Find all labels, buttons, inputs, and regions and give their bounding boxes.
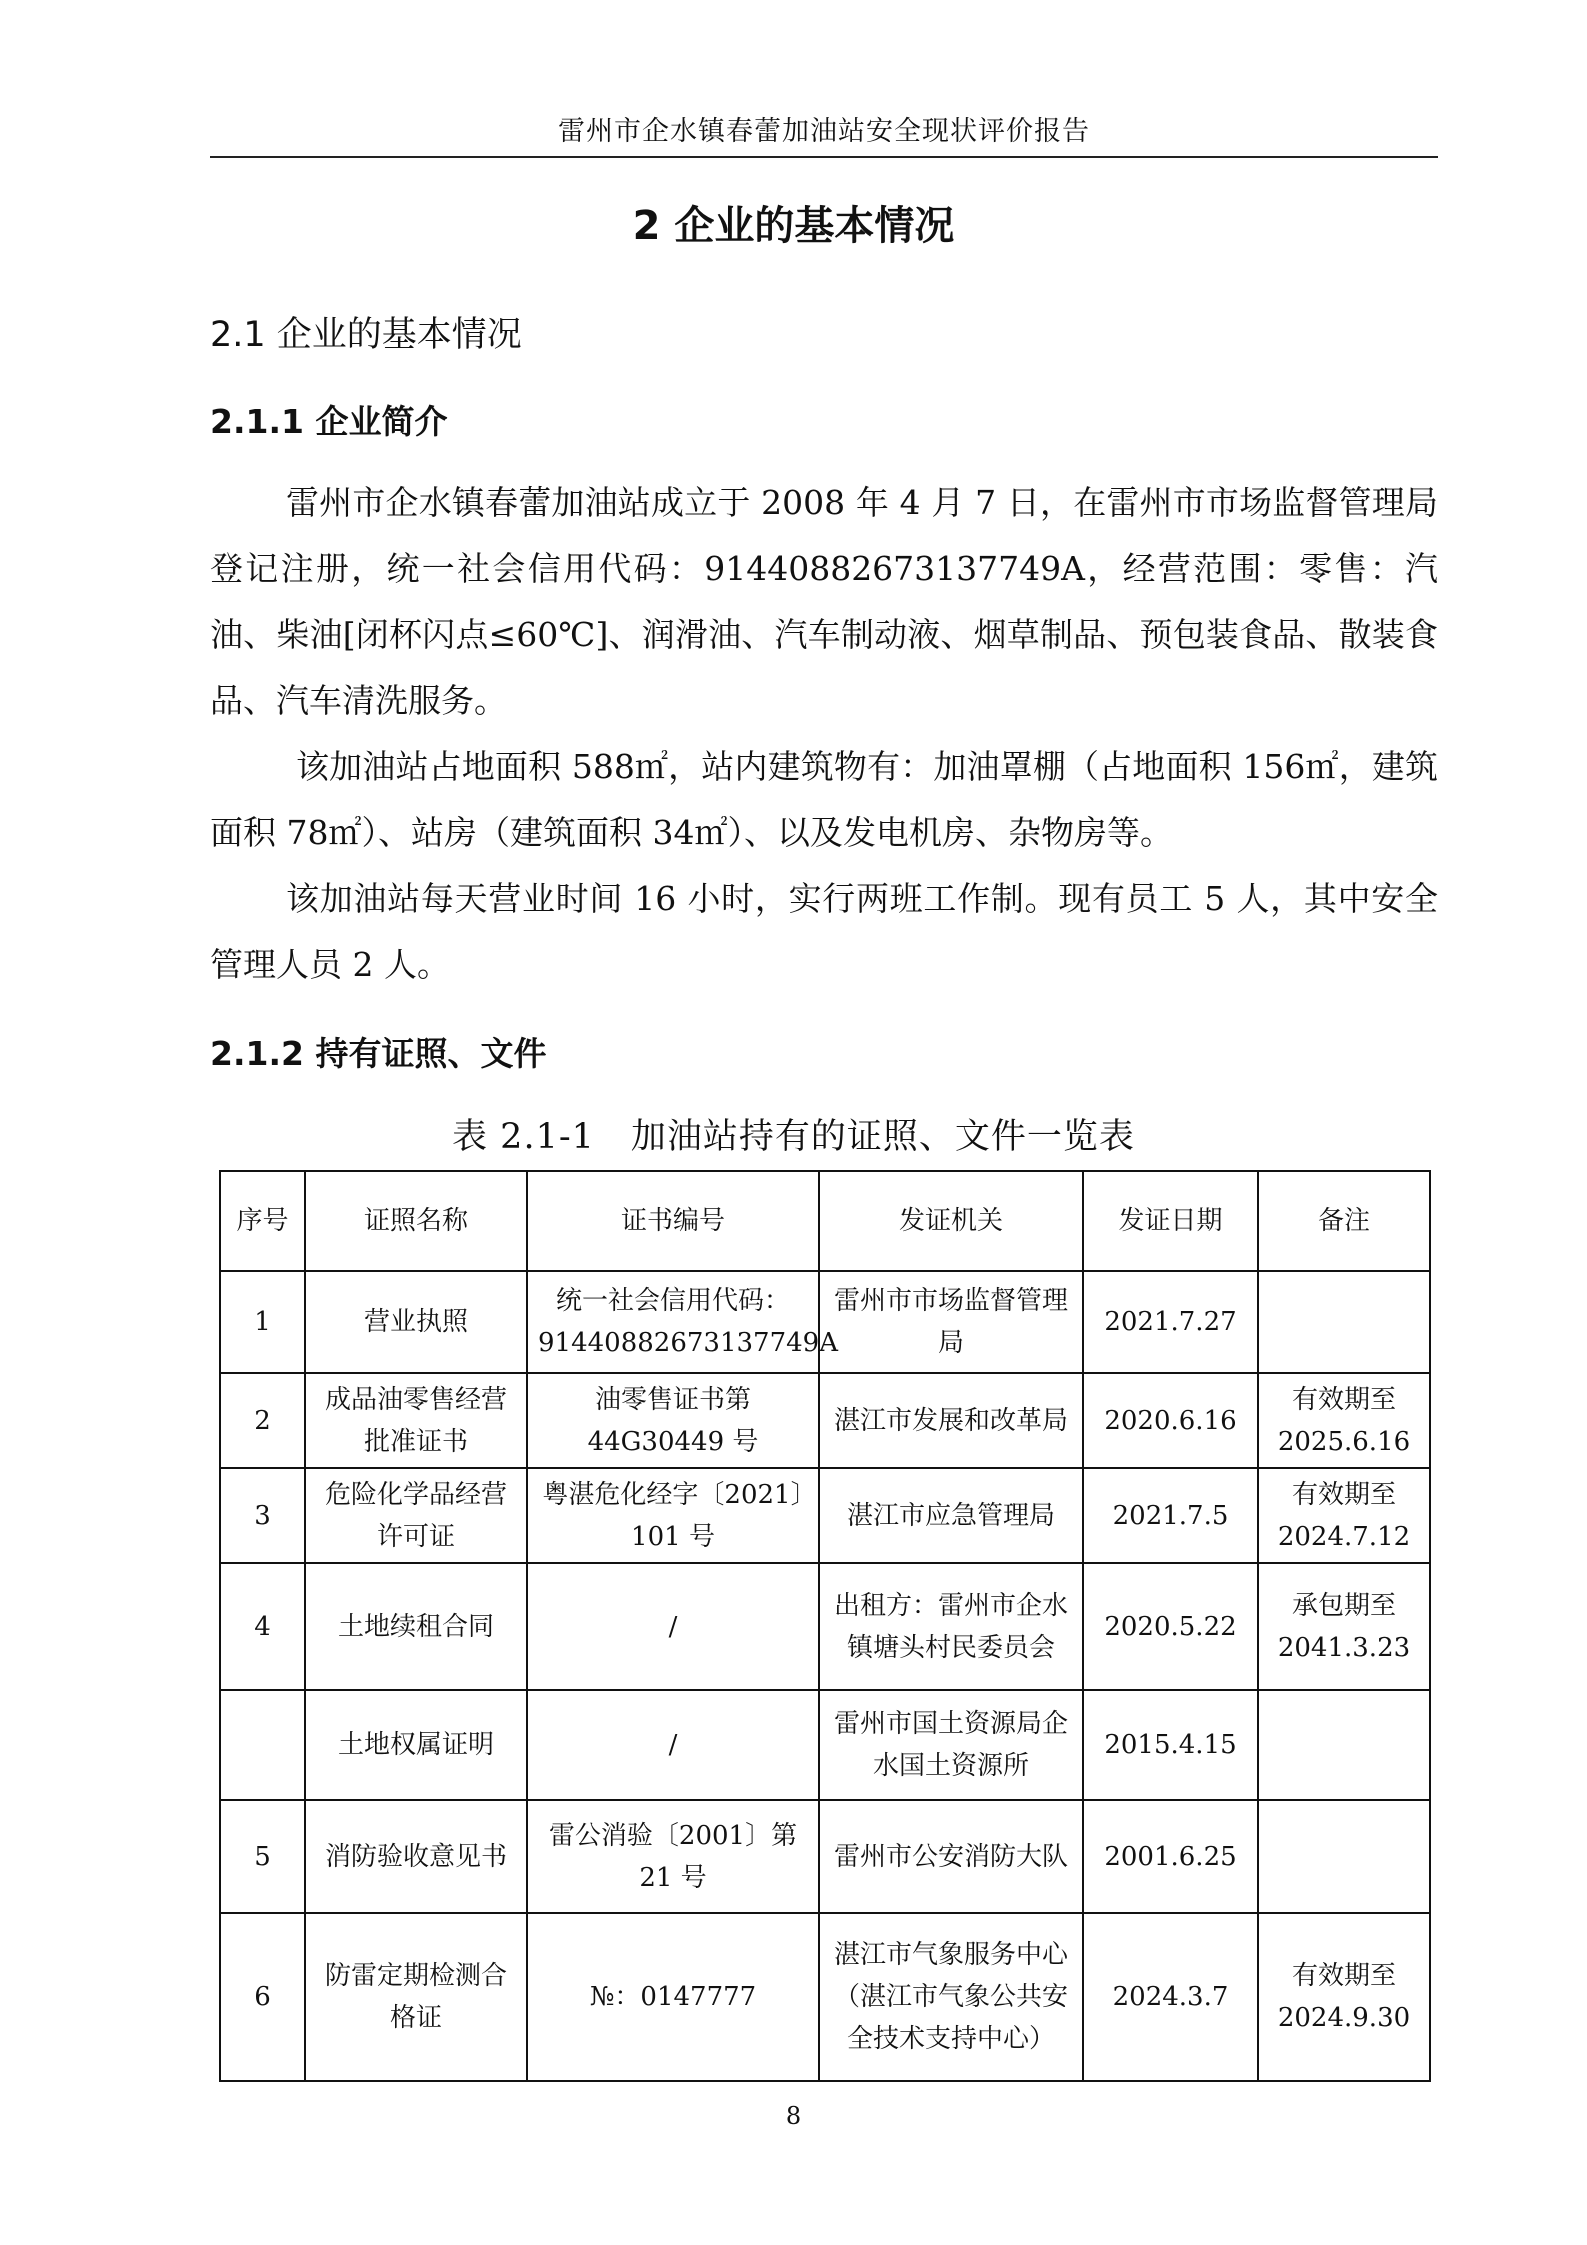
cell-authority: 出租方：雷州市企水镇塘头村民委员会 bbox=[819, 1563, 1083, 1690]
cell-authority: 雷州市公安消防大队 bbox=[819, 1800, 1083, 1913]
table-row bbox=[220, 1271, 1430, 1373]
cell-remark: 有效期至2024.7.12 bbox=[1258, 1468, 1430, 1563]
cell-date: 2020.5.22 bbox=[1083, 1563, 1258, 1690]
cell-number: 油零售证书第44G30449 号 bbox=[527, 1373, 819, 1468]
table-row bbox=[220, 1373, 1430, 1468]
intro-paragraph-3: 该加油站每天营业时间 16 小时，实行两班工作制。现有员工 5 人，其中安全管理人员 2 人。 bbox=[210, 879, 1438, 984]
section-title: 2.1 企业的基本情况 bbox=[210, 315, 522, 355]
cell-date: 2001.6.25 bbox=[1083, 1800, 1258, 1913]
cell-remark bbox=[1258, 1271, 1430, 1373]
cell-index: 3 bbox=[220, 1468, 305, 1563]
cell-index: 2 bbox=[220, 1373, 305, 1468]
cell-index: 1 bbox=[220, 1271, 305, 1373]
certificates-table bbox=[219, 1170, 1431, 2082]
cell-remark bbox=[1258, 1800, 1430, 1913]
header-title: 雷州市企水镇春蕾加油站安全现状评价报告 bbox=[558, 116, 1090, 147]
col-header-number: 证书编号 bbox=[527, 1171, 819, 1271]
cell-remark: 有效期至2024.9.30 bbox=[1258, 1913, 1430, 2081]
cell-date: 2021.7.5 bbox=[1083, 1468, 1258, 1563]
page-number: 8 bbox=[785, 2102, 802, 2130]
cell-number: 雷公消验〔2001〕第21 号 bbox=[527, 1800, 819, 1913]
table-caption: 表 2.1-1 加油站持有的证照、文件一览表 bbox=[452, 1117, 1135, 1157]
cell-authority: 湛江市气象服务中心（湛江市气象公共安全技术支持中心） bbox=[819, 1913, 1083, 2081]
cell-remark: 有效期至2025.6.16 bbox=[1258, 1373, 1430, 1468]
table-row bbox=[220, 1563, 1430, 1690]
cell-index: 5 bbox=[220, 1800, 305, 1913]
cell-name: 成品油零售经营批准证书 bbox=[305, 1373, 527, 1468]
col-header-name: 证照名称 bbox=[305, 1171, 527, 1271]
intro-paragraph-2: 该加油站占地面积 588㎡，站内建筑物有：加油罩棚（占地面积 156㎡，建筑面积 78㎡）、站房（建筑面积 34㎡）、以及发电机房、杂物房等。 bbox=[210, 747, 1438, 852]
cell-authority: 湛江市应急管理局 bbox=[819, 1468, 1083, 1563]
cell-date: 2020.6.16 bbox=[1083, 1373, 1258, 1468]
subsection-title-intro: 2.1.1 企业简介 bbox=[210, 402, 448, 441]
cell-authority: 湛江市发展和改革局 bbox=[819, 1373, 1083, 1468]
table-row bbox=[220, 1468, 1430, 1563]
col-header-index: 序号 bbox=[220, 1171, 305, 1271]
cell-name: 消防验收意见书 bbox=[305, 1800, 527, 1913]
cell-remark: 承包期至2041.3.23 bbox=[1258, 1563, 1430, 1690]
col-header-date: 发证日期 bbox=[1083, 1171, 1258, 1271]
cell-number: / bbox=[527, 1563, 819, 1690]
col-header-authority: 发证机关 bbox=[819, 1171, 1083, 1271]
col-header-remark: 备注 bbox=[1258, 1171, 1430, 1271]
cell-number: 统一社会信用代码：91440882673137749A bbox=[527, 1271, 819, 1373]
intro-paragraph-1: 雷州市企水镇春蕾加油站成立于 2008 年 4 月 7 日，在雷州市市场监督管理局登记注册，统一社会信用代码：91440882673137749A，经营范围：零售：汽油、柴油[闭杯闪点≤60℃]、润滑油、汽车制动液、烟草制品、预包装食品、散装食品、汽车清洗服务。 bbox=[210, 483, 1438, 720]
table-row bbox=[220, 1800, 1430, 1913]
table-row bbox=[220, 1690, 1430, 1800]
cell-index bbox=[220, 1690, 305, 1800]
cell-name: 防雷定期检测合格证 bbox=[305, 1913, 527, 2081]
cell-authority: 雷州市市场监督管理局 bbox=[819, 1271, 1083, 1373]
cell-authority: 雷州市国土资源局企水国土资源所 bbox=[819, 1690, 1083, 1800]
cell-index: 4 bbox=[220, 1563, 305, 1690]
cell-date: 2024.3.7 bbox=[1083, 1913, 1258, 2081]
subsection-title-certs: 2.1.2 持有证照、文件 bbox=[210, 1034, 547, 1073]
cell-index: 6 bbox=[220, 1913, 305, 2081]
cell-name: 危险化学品经营许可证 bbox=[305, 1468, 527, 1563]
cell-date: 2015.4.15 bbox=[1083, 1690, 1258, 1800]
cell-name: 土地权属证明 bbox=[305, 1690, 527, 1800]
cell-remark bbox=[1258, 1690, 1430, 1800]
cell-number: / bbox=[527, 1690, 819, 1800]
table-header-row bbox=[220, 1171, 1430, 1271]
chapter-title: 2 企业的基本情况 bbox=[632, 203, 955, 249]
cell-date: 2021.7.27 bbox=[1083, 1271, 1258, 1373]
cell-name: 营业执照 bbox=[305, 1271, 527, 1373]
cell-number: №：0147777 bbox=[527, 1913, 819, 2081]
cell-number: 粤湛危化经字〔2021〕101 号 bbox=[527, 1468, 819, 1563]
table-row bbox=[220, 1913, 1430, 2081]
page-header bbox=[210, 108, 1438, 158]
cell-name: 土地续租合同 bbox=[305, 1563, 527, 1690]
